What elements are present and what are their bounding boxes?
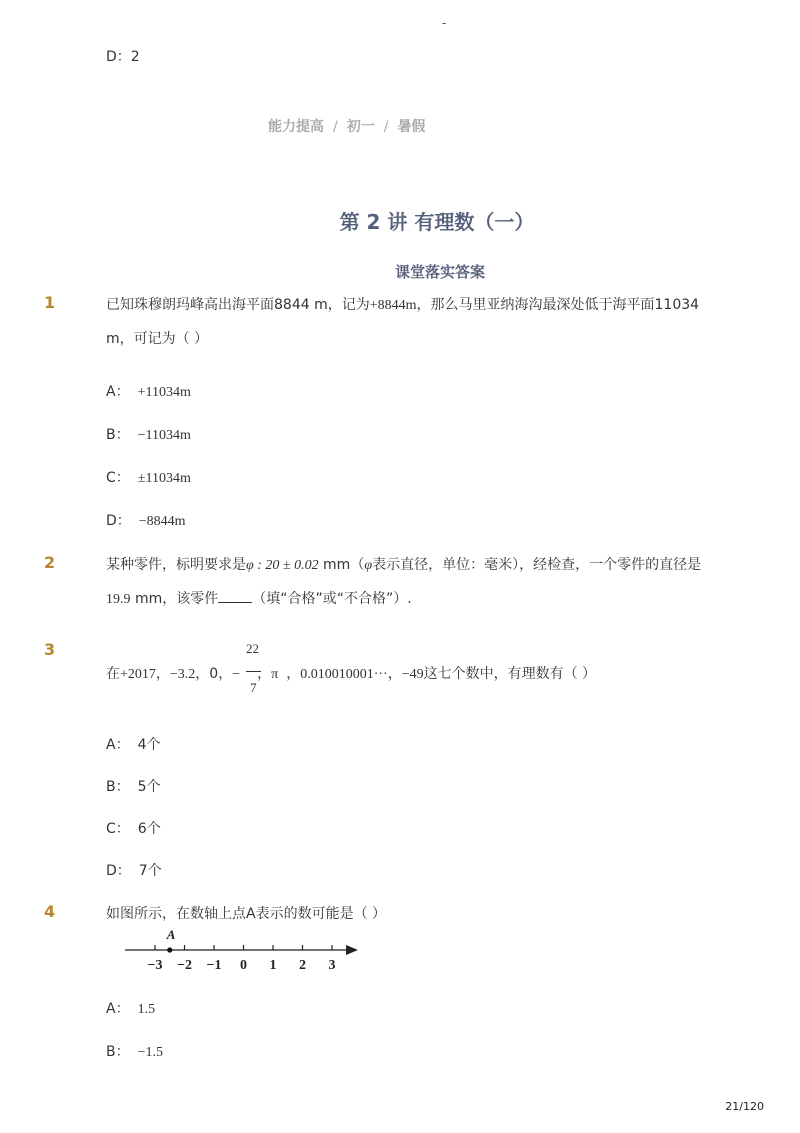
number-line-tick-label: 2 — [299, 958, 306, 973]
number-line-tick-label: −1 — [206, 958, 222, 973]
question-1-line-2: m，可记为（ ） — [106, 331, 209, 347]
question-2-line-1 — [106, 554, 701, 574]
number-line-tick-label: −3 — [147, 958, 163, 973]
section-title: 课堂落实答案 — [394, 263, 485, 281]
option-value: −11034m — [137, 428, 191, 443]
number-line-tick-label: 1 — [269, 958, 277, 973]
point-a-dot — [167, 947, 172, 952]
q3-text-b: ，0， — [195, 666, 233, 682]
option-label: D： — [106, 863, 131, 879]
question-3-text — [106, 663, 596, 683]
q2-math: φ : 20 ± 0.02 — [246, 558, 319, 573]
option-label: C： — [106, 470, 130, 486]
q2-text-b: mm（ — [318, 557, 365, 573]
q3-math-3: 0.010010001···，−49 — [300, 667, 424, 682]
option-label: A： — [106, 1001, 130, 1017]
q2-text-d: mm，该零件 — [130, 591, 219, 607]
q1-option-b[interactable] — [106, 424, 191, 444]
question-number-2: 2 — [44, 553, 56, 572]
q2-math-2: 19.9 — [106, 592, 131, 607]
option-label: D： — [106, 513, 131, 529]
page-number: 21/120 — [725, 1100, 764, 1113]
answer-blank[interactable] — [218, 590, 252, 603]
option-value: 5个 — [137, 779, 161, 795]
option-value: 7个 — [138, 863, 162, 879]
breadcrumb — [268, 116, 425, 136]
fraction-denominator: 7 — [250, 680, 257, 695]
option-label: B： — [106, 1044, 130, 1060]
q3-option-d[interactable] — [106, 860, 162, 880]
question-1-line-1 — [106, 294, 699, 314]
q2-text-a: 某种零件，标明要求是 — [106, 557, 246, 573]
q3-option-b[interactable] — [106, 776, 161, 796]
q2-text-c: 表示直径，单位：毫米），经检查，一个零件的直径是 — [372, 557, 702, 573]
q1-math: +8844m — [369, 298, 417, 313]
question-number-1: 1 — [44, 293, 56, 312]
q3-math-neg: − — [232, 667, 241, 682]
q3-math-2: ，π — [257, 667, 279, 682]
q3-text-c: ， — [286, 666, 301, 682]
point-a-label: A — [166, 927, 176, 942]
question-2-line-2 — [106, 588, 412, 608]
option-value: −1.5 — [137, 1045, 164, 1060]
number-line-tick-label: −2 — [177, 958, 192, 973]
q1-option-c[interactable] — [106, 467, 191, 487]
option-value: −8844m — [138, 514, 186, 529]
option-label: C： — [106, 821, 130, 837]
q4-option-b[interactable] — [106, 1041, 163, 1061]
option-label: A： — [106, 384, 130, 400]
breadcrumb-separator: / — [333, 119, 338, 135]
q1-text-b: ，那么马里亚纳海沟最深处低于海平面11034 — [416, 297, 700, 313]
prev-option-d: D：2 — [106, 49, 140, 65]
q1-text-a: 已知珠穆朗玛峰高出海平面8844 m，记为 — [106, 297, 370, 313]
q3-text-d: 这七个数中，有理数有（ ） — [423, 666, 597, 682]
breadcrumb-part-1: 能力提高 — [268, 119, 324, 135]
q3-text-a: 在 — [106, 666, 120, 682]
arrow-head-icon — [346, 945, 358, 955]
question-4-text: 如图所示，在数轴上点A表示的数可能是（ ） — [106, 906, 387, 922]
option-value: 4个 — [137, 737, 161, 753]
lecture-title: 第 2 讲 有理数（一） — [339, 210, 535, 234]
question-number-4: 4 — [44, 902, 56, 921]
breadcrumb-part-2: 初一 — [346, 119, 375, 135]
option-label: B： — [106, 779, 130, 795]
number-line-figure — [120, 924, 365, 976]
option-value: 1.5 — [137, 1002, 156, 1017]
q3-option-c[interactable] — [106, 818, 161, 838]
q2-text-e: （填“合格”或“不合格”）. — [252, 591, 412, 607]
top-mark: - — [442, 16, 447, 30]
q3-math-1: +2017，−3.2 — [120, 667, 196, 682]
q3-option-a[interactable] — [106, 734, 161, 754]
number-line-tick-label: 3 — [328, 958, 336, 973]
breadcrumb-separator: / — [383, 119, 389, 135]
question-number-3: 3 — [44, 640, 56, 659]
q2-phi: φ — [364, 558, 373, 573]
option-value: 6个 — [137, 821, 161, 837]
option-label: A： — [106, 737, 130, 753]
option-value: +11034m — [137, 385, 191, 400]
q1-option-d[interactable] — [106, 510, 186, 530]
fraction-numerator: 22 — [246, 641, 259, 656]
breadcrumb-part-3: 暑假 — [397, 119, 426, 135]
option-label: B： — [106, 427, 130, 443]
number-line-tick-label: 0 — [240, 958, 247, 973]
q1-option-a[interactable] — [106, 381, 191, 401]
option-value: ±11034m — [137, 471, 191, 486]
q4-option-a[interactable] — [106, 998, 155, 1018]
